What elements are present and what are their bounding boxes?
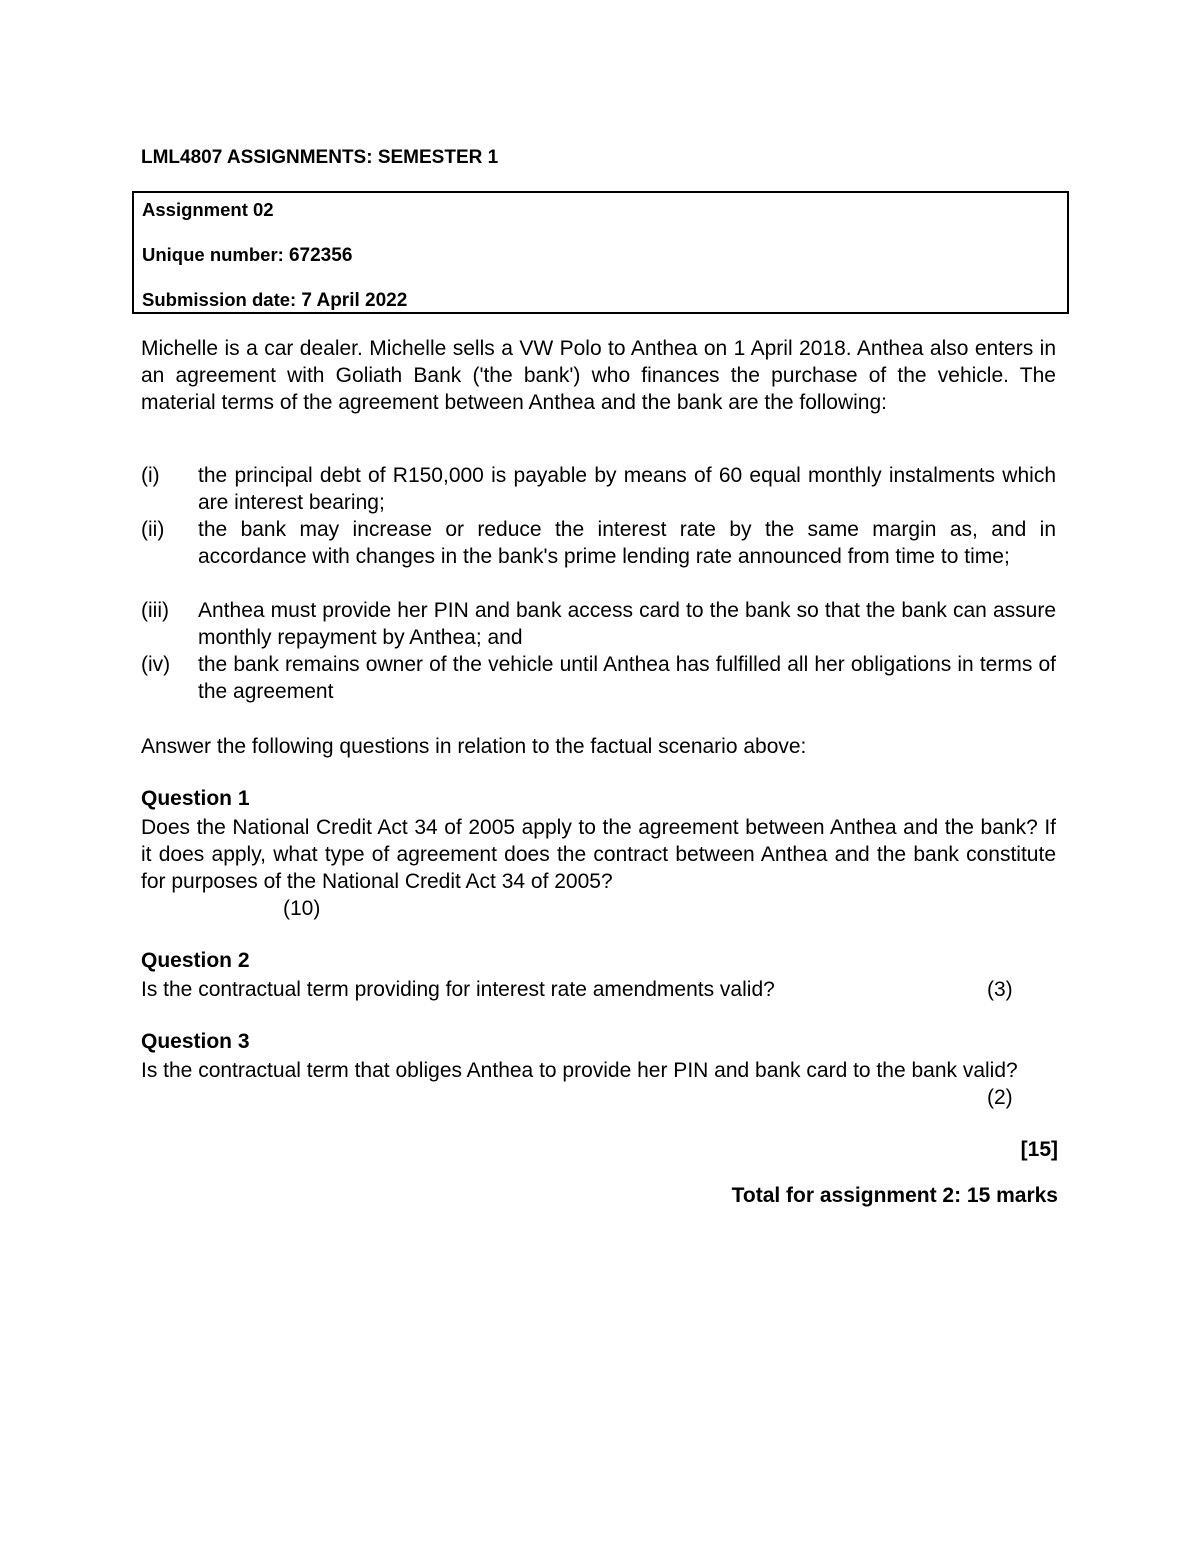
question-2-marks: (3) [987,978,1013,1001]
unique-number-label: Unique number: [142,244,284,265]
instruction-text: Answer the following questions in relation to the factual scenario above: [141,735,807,758]
document-title: LML4807 ASSIGNMENTS: SEMESTER 1 [141,147,499,168]
term-text: the bank may increase or reduce the interest rate by the same margin as, and in accordance with changes in the bank's prime lending rate announced from time to time; [198,518,1056,568]
question-3-text: Is the contractual term that obliges Anthea to provide her PIN and bank card to the bank valid? [141,1059,1018,1082]
assignment-info-box [132,191,1069,314]
question-3-marks: (2) [987,1086,1013,1109]
term-number: (i) [141,464,160,487]
question-1-marks: (10) [283,897,321,920]
term-text: Anthea must provide her PIN and bank access card to the bank so that the bank can assure monthly repayment by Anthea; and [198,599,1056,649]
question-2-text: Is the contractual term providing for interest rate amendments valid? [141,978,775,1001]
question-2-heading: Question 2 [141,949,250,972]
unique-number-value: 672356 [288,245,353,266]
question-3-heading: Question 3 [141,1030,250,1053]
submission-date-label: Submission date: [142,289,297,310]
submission-date-line [142,289,407,312]
question-1-heading: Question 1 [141,787,250,810]
submission-date-value: 7 April 2022 [301,290,408,311]
question-1-text: Does the National Credit Act 34 of 2005 apply to the agreement between Anthea and the bank? If it does apply, what type of agreement does the contract between Anthea and the bank constitute for purposes of the National Credit Act 34 of 2005? [141,816,1056,893]
term-number: (iv) [141,653,171,676]
assignment-label: Assignment 02 [142,199,274,220]
term-text: the principal debt of R150,000 is payable by means of 60 equal monthly instalments which are interest bearing; [198,464,1056,514]
unique-number-line [142,244,352,267]
term-number: (ii) [141,518,165,541]
term-number: (iii) [141,599,169,622]
total-marks-line: Total for assignment 2: 15 marks [731,1184,1058,1207]
term-text: the bank remains owner of the vehicle until Anthea has fulfilled all her obligations in terms of the agreement [198,653,1056,703]
scenario-paragraph: Michelle is a car dealer. Michelle sells a VW Polo to Anthea on 1 April 2018. Anthea also enters in an agreement with Goliath Bank ('the bank') who finances the purchase of the vehicle. The material terms of the agreement between Anthea and the bank are the following: [141,337,1056,414]
total-marks-bracket: [15] [1020,1138,1058,1161]
